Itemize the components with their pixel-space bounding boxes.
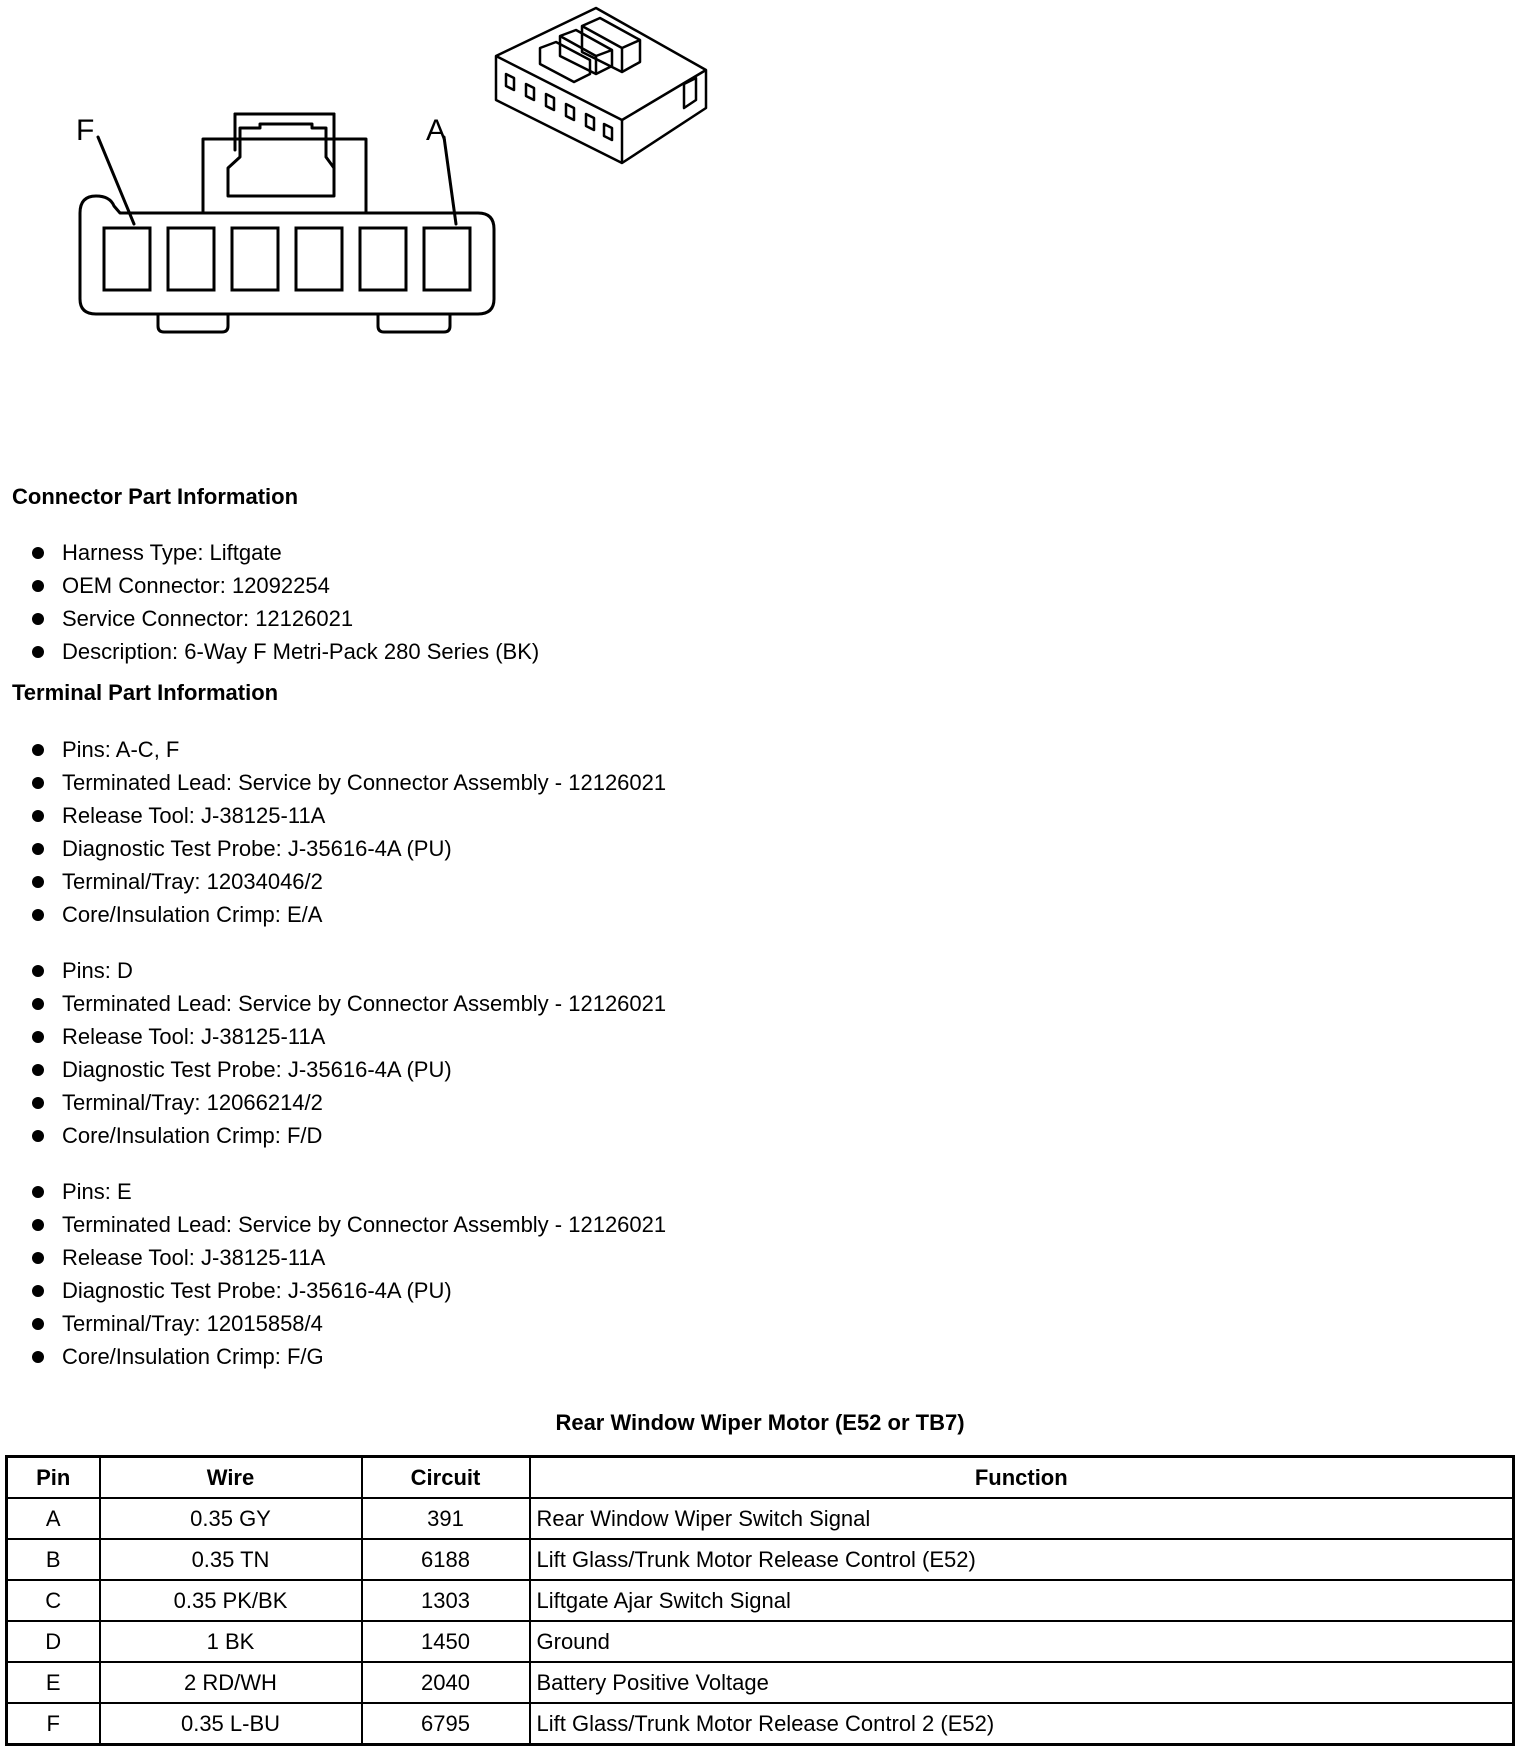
- table-row: [7, 1580, 1514, 1621]
- latch: [228, 114, 334, 196]
- terminal-group-3: [32, 1175, 666, 1373]
- leader-line-a: [444, 137, 456, 224]
- list-item: Description: 6-Way F Metri-Pack 280 Series (BK): [32, 635, 539, 668]
- list-item: Terminal/Tray: 12015858/4: [32, 1307, 666, 1340]
- cell-wire: 0.35 TN: [100, 1539, 362, 1580]
- cell-circuit: 6795: [362, 1703, 530, 1745]
- cell-circuit: 1450: [362, 1621, 530, 1662]
- cell-wire: 0.35 PK/BK: [100, 1580, 362, 1621]
- cell-circuit: 391: [362, 1498, 530, 1539]
- cell-wire: 2 RD/WH: [100, 1662, 362, 1703]
- list-item: Release Tool: J-38125-11A: [32, 799, 666, 832]
- list-item: Terminal/Tray: 12034046/2: [32, 865, 666, 898]
- cell-pin: C: [7, 1580, 100, 1621]
- list-item: Terminal/Tray: 12066214/2: [32, 1086, 666, 1119]
- cavity-c: [296, 228, 342, 290]
- cell-pin: B: [7, 1539, 100, 1580]
- pinout-table: [5, 1455, 1515, 1746]
- table-row: [7, 1539, 1514, 1580]
- list-item: Pins: A-C, F: [32, 733, 666, 766]
- cell-wire: 1 BK: [100, 1621, 362, 1662]
- list-item: Terminated Lead: Service by Connector Assembly - 12126021: [32, 987, 666, 1020]
- cavity-f: [104, 228, 150, 290]
- list-item: Diagnostic Test Probe: J-35616-4A (PU): [32, 1053, 666, 1086]
- list-item: Pins: D: [32, 954, 666, 987]
- table-row: [7, 1662, 1514, 1703]
- list-item: Service Connector: 12126021: [32, 602, 539, 635]
- cell-function: Lift Glass/Trunk Motor Release Control (E52): [530, 1539, 1514, 1580]
- list-item: Core/Insulation Crimp: E/A: [32, 898, 666, 931]
- table-row: [7, 1498, 1514, 1539]
- cell-function: Battery Positive Voltage: [530, 1662, 1514, 1703]
- list-item: Harness Type: Liftgate: [32, 536, 539, 569]
- header-wire: Wire: [100, 1457, 362, 1499]
- cavity-b: [360, 228, 406, 290]
- connector-part-info-heading: Connector Part Information: [12, 484, 299, 509]
- list-item: Terminated Lead: Service by Connector Assembly - 12126021: [32, 766, 666, 799]
- cell-function: Ground: [530, 1621, 1514, 1662]
- cell-circuit: 2040: [362, 1662, 530, 1703]
- list-item: Diagnostic Test Probe: J-35616-4A (PU): [32, 832, 666, 865]
- terminal-group-1: [32, 733, 666, 931]
- pin-label-a: A: [426, 114, 447, 147]
- table-header-row: [7, 1457, 1514, 1499]
- terminal-part-info-heading: Terminal Part Information: [12, 680, 279, 705]
- connector-part-info-list: [32, 536, 539, 668]
- list-item: Terminated Lead: Service by Connector Assembly - 12126021: [32, 1208, 666, 1241]
- leader-line-f: [98, 137, 134, 224]
- cell-pin: F: [7, 1703, 100, 1745]
- cell-pin: D: [7, 1621, 100, 1662]
- cell-circuit: 1303: [362, 1580, 530, 1621]
- bottom-tab-left: [158, 314, 228, 332]
- cell-pin: E: [7, 1662, 100, 1703]
- cell-pin: A: [7, 1498, 100, 1539]
- cell-wire: 0.35 L-BU: [100, 1703, 362, 1745]
- connector-diagram: [0, 0, 760, 360]
- cell-function: Lift Glass/Trunk Motor Release Control 2 (E52): [530, 1703, 1514, 1745]
- list-item: Core/Insulation Crimp: F/D: [32, 1119, 666, 1152]
- cavity-e: [168, 228, 214, 290]
- cell-circuit: 6188: [362, 1539, 530, 1580]
- list-item: Core/Insulation Crimp: F/G: [32, 1340, 666, 1373]
- list-item: Release Tool: J-38125-11A: [32, 1241, 666, 1274]
- cavity-a: [424, 228, 470, 290]
- pinout-table-title: Rear Window Wiper Motor (E52 or TB7): [555, 1410, 965, 1435]
- header-function: Function: [530, 1457, 1514, 1499]
- connector-body-outline: [80, 196, 494, 314]
- table-row: [7, 1621, 1514, 1662]
- cavity-d: [232, 228, 278, 290]
- header-circuit: Circuit: [362, 1457, 530, 1499]
- connector-isometric-icon: [496, 8, 706, 163]
- list-item: Release Tool: J-38125-11A: [32, 1020, 666, 1053]
- table-row: [7, 1703, 1514, 1745]
- pin-label-f: F: [76, 114, 95, 147]
- terminal-group-2: [32, 954, 666, 1152]
- header-pin: Pin: [7, 1457, 100, 1499]
- list-item: Diagnostic Test Probe: J-35616-4A (PU): [32, 1274, 666, 1307]
- list-item: OEM Connector: 12092254: [32, 569, 539, 602]
- list-item: Pins: E: [32, 1175, 666, 1208]
- cell-function: Rear Window Wiper Switch Signal: [530, 1498, 1514, 1539]
- cell-function: Liftgate Ajar Switch Signal: [530, 1580, 1514, 1621]
- bottom-tab-right: [378, 314, 450, 332]
- cell-wire: 0.35 GY: [100, 1498, 362, 1539]
